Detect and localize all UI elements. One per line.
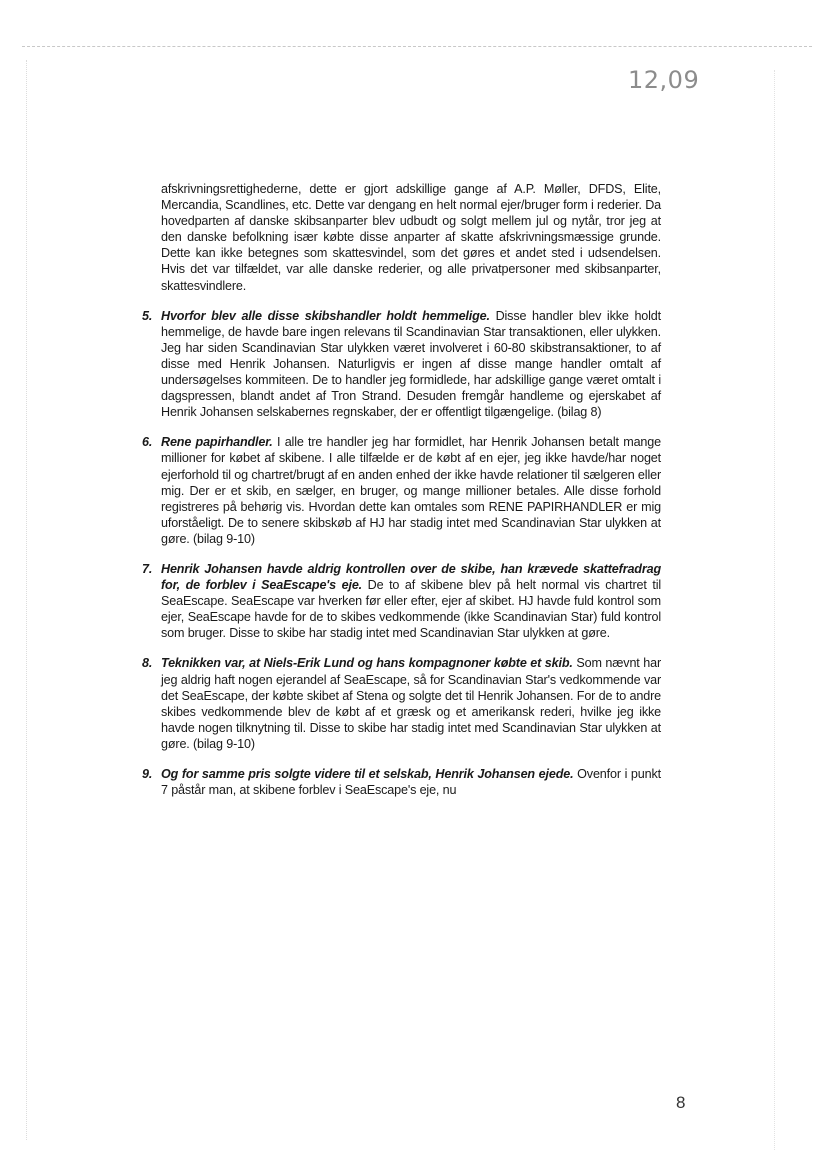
list-item	[117, 655, 661, 752]
item-heading: Og for samme pris solgte videre til et selskab, Henrik Johansen ejede.	[161, 767, 574, 781]
item-text: De to af skibene blev på helt normal vis chartret til SeaEscape. SeaEscape var hverken før eller efter, ejer af skibet. HJ havde fuld kontrol som ejer, SeaEscape havde for de to skibes vedkommende (ikke Scandinavian Star) fuld kontrol som bruger. Disse to skibe har stadig intet med Scandinavian Star ulykken at gøre.	[161, 578, 661, 641]
list-item	[117, 561, 661, 641]
list-item	[117, 434, 661, 547]
item-number: 8.	[142, 656, 153, 671]
list-item	[117, 766, 661, 798]
item-text: Som nævnt har jeg aldrig haft nogen ejerandel af SeaEscape, så for Scandinavian Star's vedkommende var det SeaEscape, der købte skibet af Stena og solgte det til Henrik Johansen. For de to andre skibes vedkommende blev de købt af et græsk og et amerikansk rederi, hvilke jeg ikke havde nogen tilknytning til. Disse to skibe har stadig intet med Scandinavian Star ulykken at gøre. (bilag 9-10)	[161, 656, 661, 751]
item-heading: Rene papirhandler.	[161, 435, 273, 450]
item-number: 9.	[142, 767, 153, 781]
item-text: I alle tre handler jeg har formidlet, har Henrik Johansen betalt mange millioner for købet af skibene. I alle tilfælde er de købt af en ejer, jeg ikke havde/har noget ejerforhold til og chartret/brugt af en anden enhed der ikke havde relationer til sælgeren eller mig. Der er et skib, en sælger, en bruger, og mange millioner betales. Alle disse forhold registreres på behørig vis. Hvordan dette kan omtales som RENE PAPIRHANDLER er mig uforståeligt. De to senere skibskøb af HJ har stadig intet med Scandinavian Star ulykken at gøre. (bilag 9-10)	[161, 435, 661, 546]
item-heading: Hvorfor blev alle disse skibshandler holdt hemmelige.	[161, 308, 490, 323]
list-item	[117, 308, 661, 421]
scan-edge-right	[774, 70, 775, 1150]
page-number: 8	[676, 1093, 686, 1112]
item-text: Disse handler blev ikke holdt hemmelige, de havde bare ingen relevans til Scandinavian Star transaktionen, eller ulykken. Jeg har siden Scandinavian Star ulykken været involveret i 60-80 skibstransaktioner, to af disse med Henrik Johansen. Naturligvis er ingen af disse mange handler omtalt af undersøgelses kommiteen. De to handler jeg formidlede, har adskillige gange været omtalt i dagspressen, blandt andet af Tron Strand. Desuden fremgår handleme og ejerskabet af Henrik Johansen selskabernes regnskaber, der er offentligt tilgængelige. (bilag 8)	[161, 308, 661, 420]
scan-edge-top	[22, 46, 812, 47]
date-stamp: 12,09	[628, 66, 700, 94]
scan-edge-left	[26, 60, 27, 1140]
item-heading: Teknikken var, at Niels-Erik Lund og hans kompagnoner købte et skib.	[161, 656, 573, 671]
item-number: 7.	[142, 561, 153, 576]
item-number: 6.	[142, 435, 153, 450]
intro-paragraph: afskrivningsrettighederne, dette er gjort adskillige gange af A.P. Møller, DFDS, Elite, Mercandia, Scandlines, etc. Dette var dengang en helt normal ejer/bruger form i rederier. Da hovedparten af danske skibsanparter blev udbudt og solgt mellem jul og nytår, tror jeg at den danske befolkning især købte disse anparter af skatte afskrivningsmæssige grunde. Dette kan ikke betegnes som skattesvindel, som det gøres et andet sted i udsendelsen. Hvis det var tilfældet, var alle danske rederier, og alle privatpersoner med skibsanparter, skattesvindlere.	[161, 182, 662, 293]
item-heading: Henrik Johansen havde aldrig kontrollen over de skibe, han krævede skattefradrag for, de forblev i SeaEscape's eje.	[161, 561, 661, 593]
item-number: 5.	[142, 308, 153, 323]
document-body	[117, 181, 661, 812]
item-text: Ovenfor i punkt 7 påstår man, at skibene forblev i SeaEscape's eje, nu	[161, 767, 661, 798]
